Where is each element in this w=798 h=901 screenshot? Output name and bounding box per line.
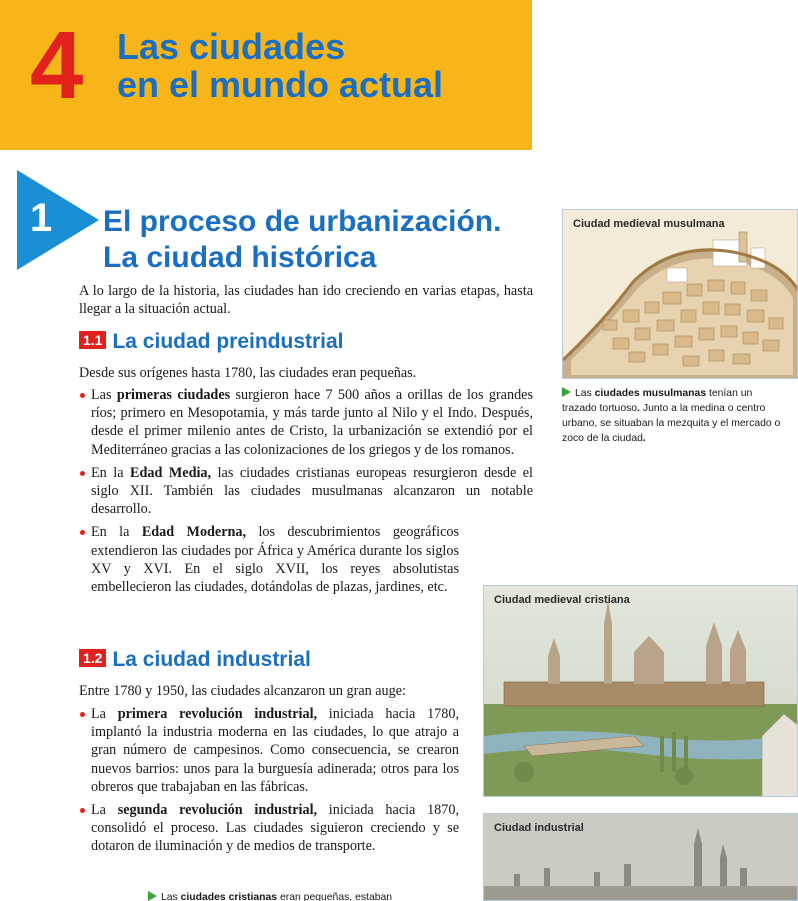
bullet-list-industrial xyxy=(79,705,459,861)
chapter-title-line1: Las ciudades xyxy=(117,26,346,67)
figure-industrial-city xyxy=(483,813,798,901)
subsection-lead: Entre 1780 y 1950, las ciudades alcanzaron un gran auge: xyxy=(79,683,406,699)
subsection-heading-1 xyxy=(79,330,344,354)
chapter-title-line2: en el mundo actual xyxy=(117,64,444,105)
caption-arrow-icon xyxy=(148,891,157,901)
subsection-lead: Desde sus orígenes hasta 1780, las ciudades eran pequeñas. xyxy=(79,365,417,381)
chapter-number: 4 xyxy=(30,12,82,119)
chapter-title xyxy=(117,28,443,104)
list-item: Las primeras ciudades surgieron hace 7 500 años a orillas de los grandes ríos; primero en Mesopotamia, y más tarde junto al Nilo y el Indo. Después, desde el primer milenio antes de Cristo, la urbanización se extendió por el Mediterráneo gracias a las colonizaciones de los griegos y de los romanos. xyxy=(79,386,533,459)
subsection-title: La ciudad preindustrial xyxy=(112,330,344,353)
subsection-badge: 1.1 xyxy=(79,331,106,349)
list-item: En la Edad Media, las ciudades cristianas europeas resurgieron desde el siglo XII. También las ciudades musulmanas alcanzaron un notable desarrollo. xyxy=(79,464,533,519)
bullet-list-preindustrial xyxy=(79,386,533,601)
list-item: La primera revolución industrial, iniciada hacia 1780, implantó la industria moderna en las ciudades, lo que atrajo a gran número de campesinos. Como consecuencia, se crearon nuevos barrios: unos para la burguesía adinerada; otros para los obreros que trabajaban en las fábricas. xyxy=(79,705,459,796)
intro-paragraph: A lo largo de la historia, las ciudades han ido creciendo en varias etapas, hasta llegar a la situación actual. xyxy=(79,283,533,317)
caption-arrow-icon xyxy=(562,387,571,397)
section-title-line1: El proceso de urbanización. xyxy=(103,205,502,238)
section-title-line2: La ciudad histórica xyxy=(103,241,377,274)
section-title xyxy=(103,204,501,276)
figure-label: Ciudad industrial xyxy=(494,822,584,834)
chapter-header xyxy=(0,0,532,150)
muslim-city-illustration xyxy=(563,210,798,379)
christian-city-illustration xyxy=(484,586,798,797)
section-number: 1 xyxy=(30,196,53,240)
figure-muslim-city xyxy=(562,209,798,379)
caption-muslim-city: Las ciudades musulmanas tenían un trazado tortuoso. Junto a la medina o centro urbano, se situaban la mezquita y el mercado o zoco de la ciudad. xyxy=(562,388,781,444)
list-item: La segunda revolución industrial, iniciada hacia 1870, consolidó el proceso. Las ciudades siguieron creciendo y se dotaron de iluminación y de medios de transporte. xyxy=(79,801,459,856)
subsection-title: La ciudad industrial xyxy=(112,648,311,671)
figure-label: Ciudad medieval musulmana xyxy=(573,218,725,230)
subsection-badge: 1.2 xyxy=(79,649,106,667)
list-item: En la Edad Moderna, los descubrimientos geográficos extendieron las ciudades por África y América durante los siglos XV y XVI. En el siglo XVII, los reyes absolutistas embellecieron las ciudades, dotándolas de plazas, jardines, etc. xyxy=(79,523,459,596)
subsection-heading-2 xyxy=(79,648,311,672)
caption-christian-city: Las ciudades cristianas eran pequeñas, estaban xyxy=(148,890,448,901)
figure-label: Ciudad medieval cristiana xyxy=(494,594,630,606)
figure-christian-city xyxy=(483,585,798,797)
